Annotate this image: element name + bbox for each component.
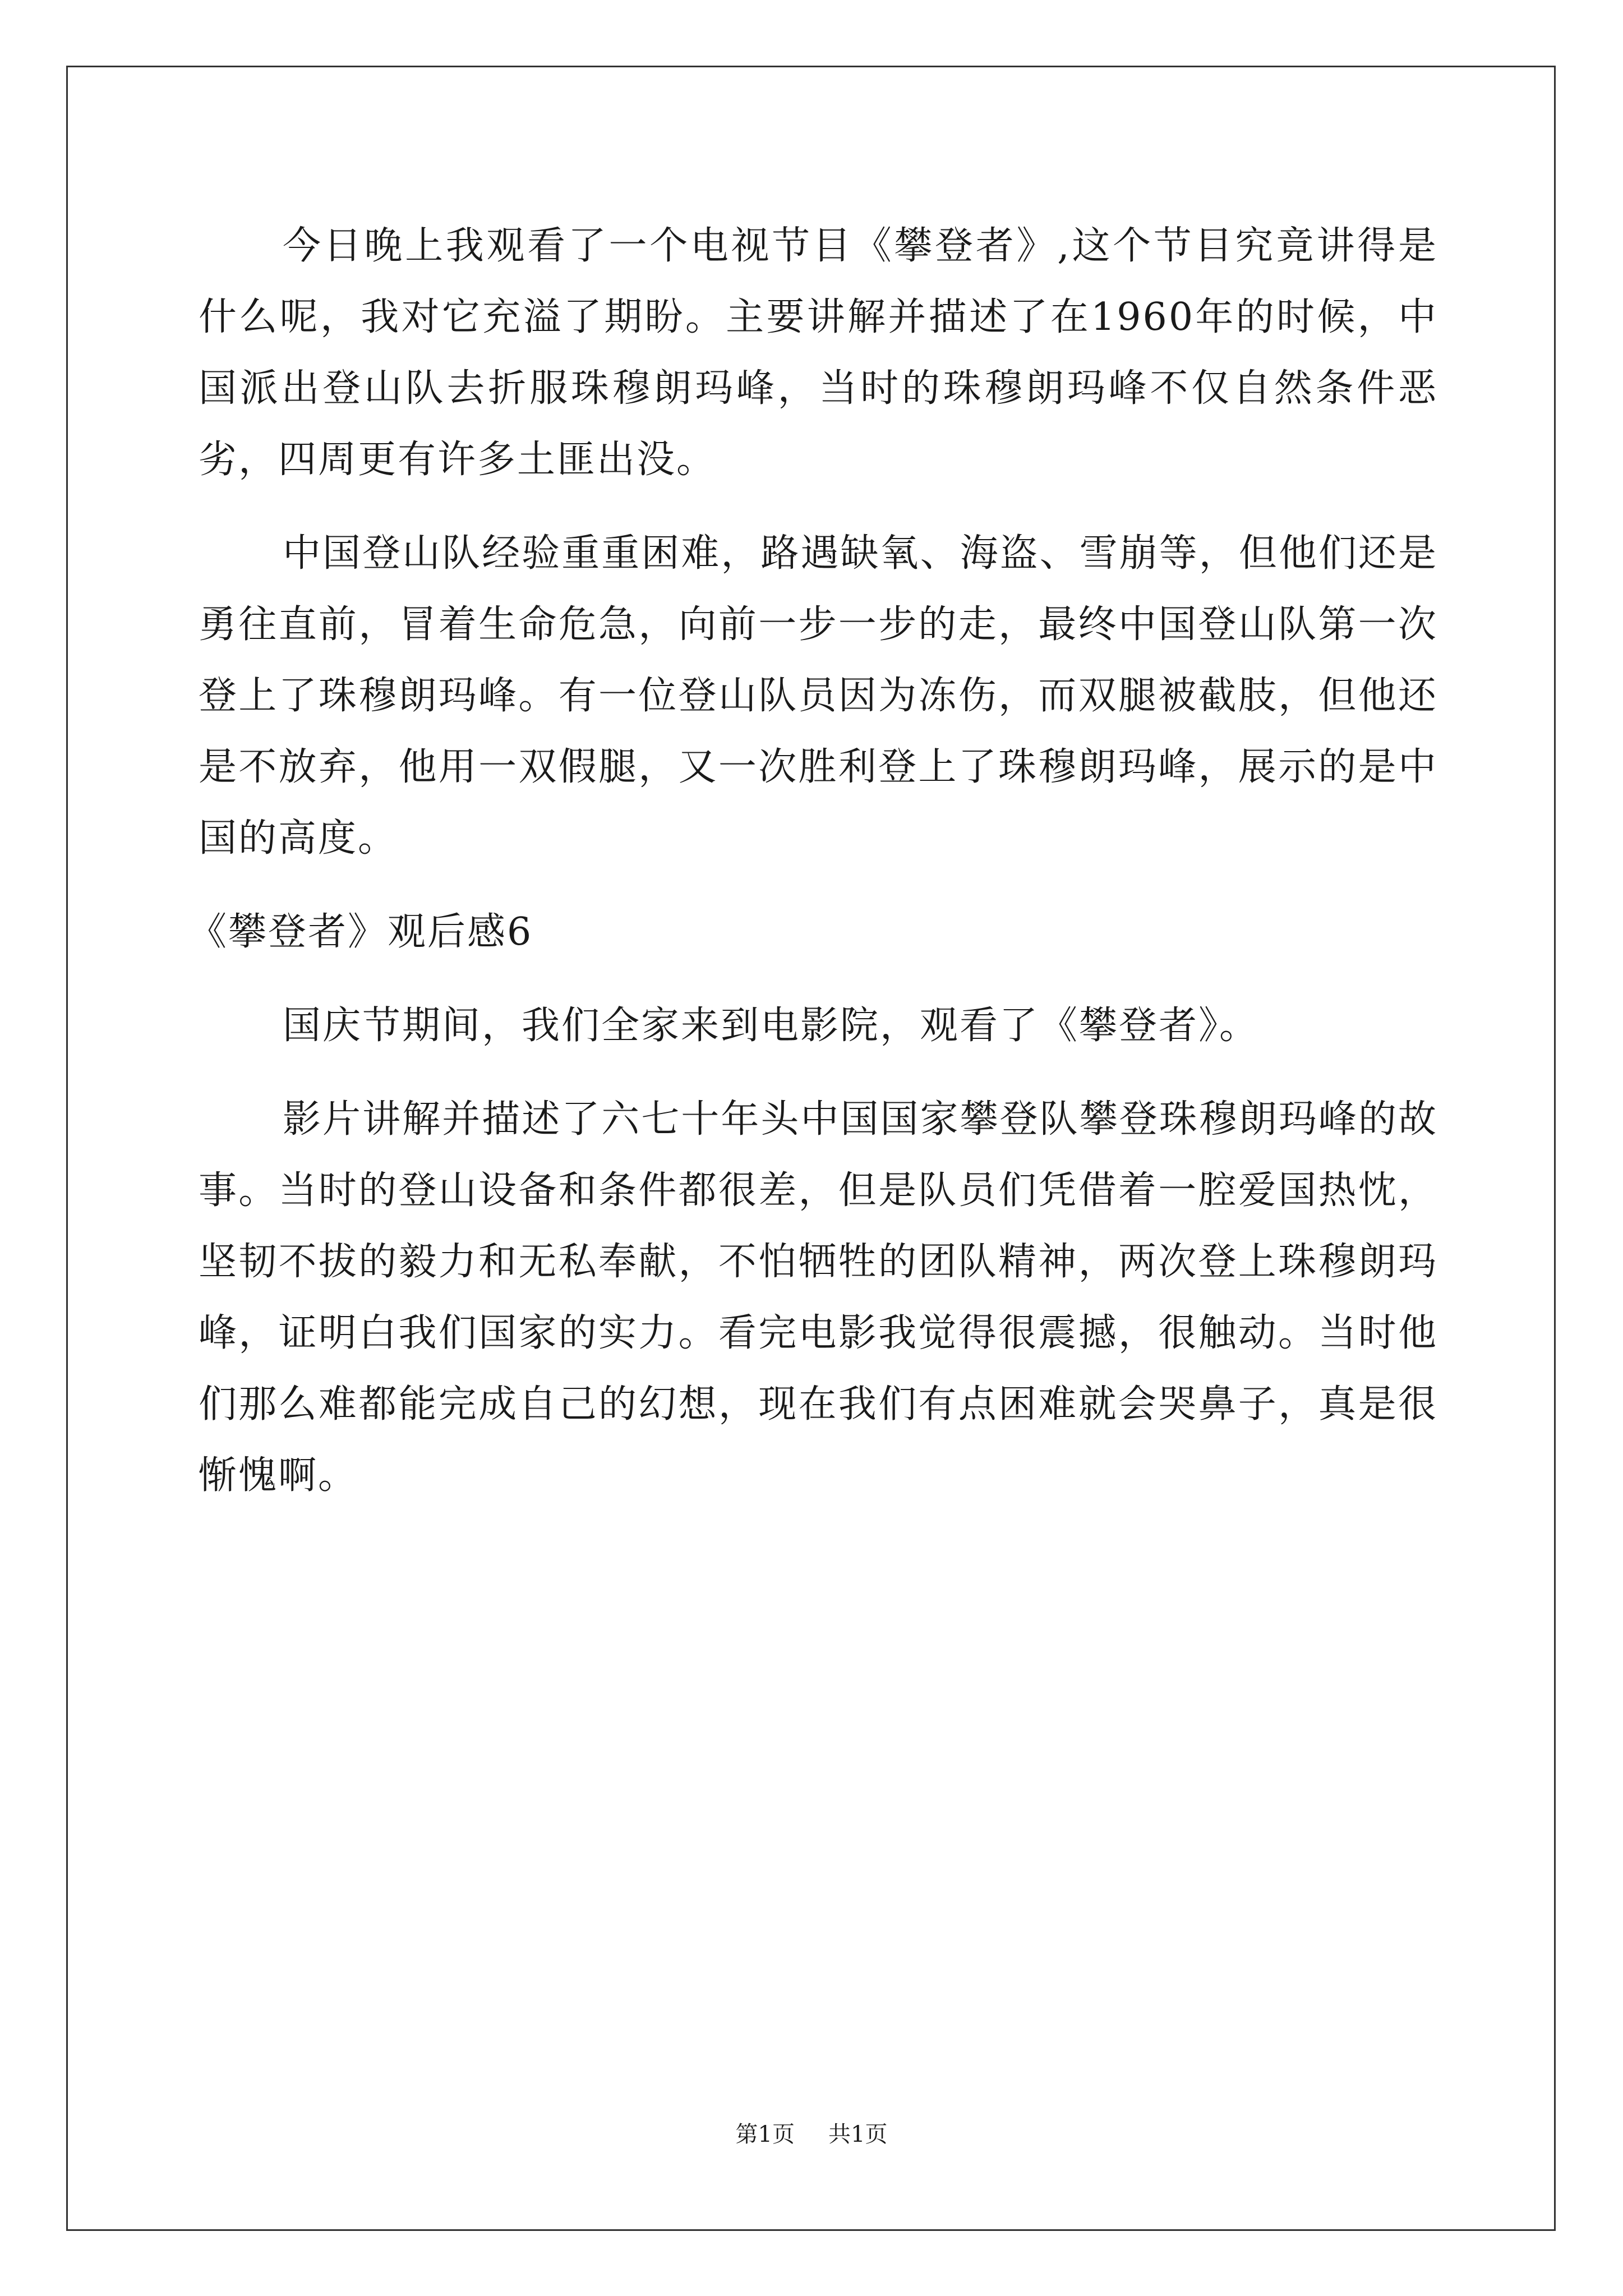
page-number: 第1页 [735,2122,795,2147]
paragraph: 国庆节期间，我们全家来到电影院，观看了《攀登者》。 [283,1004,1260,1048]
paragraph: 中国登山队经验重重困难，路遇缺氧、海盗、雪崩等，但他们还是勇往直前，冒着生命危急，向前一步一步的走，最终中国登山队第一次登上了珠穆朗玛峰。有一位登山队员因为冻伤，而双腿被截肢，但他还是不放弃，他用一双假腿，又一次胜利登上了珠穆朗玛峰，展示的是中国的高度。 [199,531,1438,861]
paragraph: 今日晚上我观看了一个电视节目《攀登者》,这个节目究竟讲得是什么呢，我对它充溢了期盼。主要讲解并描述了在1960年的时候，中国派出登山队去折服珠穆朗玛峰，当时的珠穆朗玛峰不仅自然条件恶劣，四周更有许多土匪出没。 [199,224,1438,482]
page-footer [0,2118,1623,2151]
page-total: 共1页 [828,2122,888,2147]
document-body [188,210,1438,1534]
section-title: 《攀登者》观后感6 [188,910,533,954]
paragraph: 影片讲解并描述了六七十年头中国国家攀登队攀登珠穆朗玛峰的故事。当时的登山设备和条件都很差，但是队员们凭借着一腔爱国热忱，坚韧不拔的毅力和无私奉献，不怕牺牲的团队精神，两次登上珠穆朗玛峰，证明白我们国家的实力。看完电影我觉得很震撼，很触动。当时他们那么难都能完成自己的幻想，现在我们有点困难就会哭鼻子，真是很惭愧啊。 [199,1097,1438,1498]
